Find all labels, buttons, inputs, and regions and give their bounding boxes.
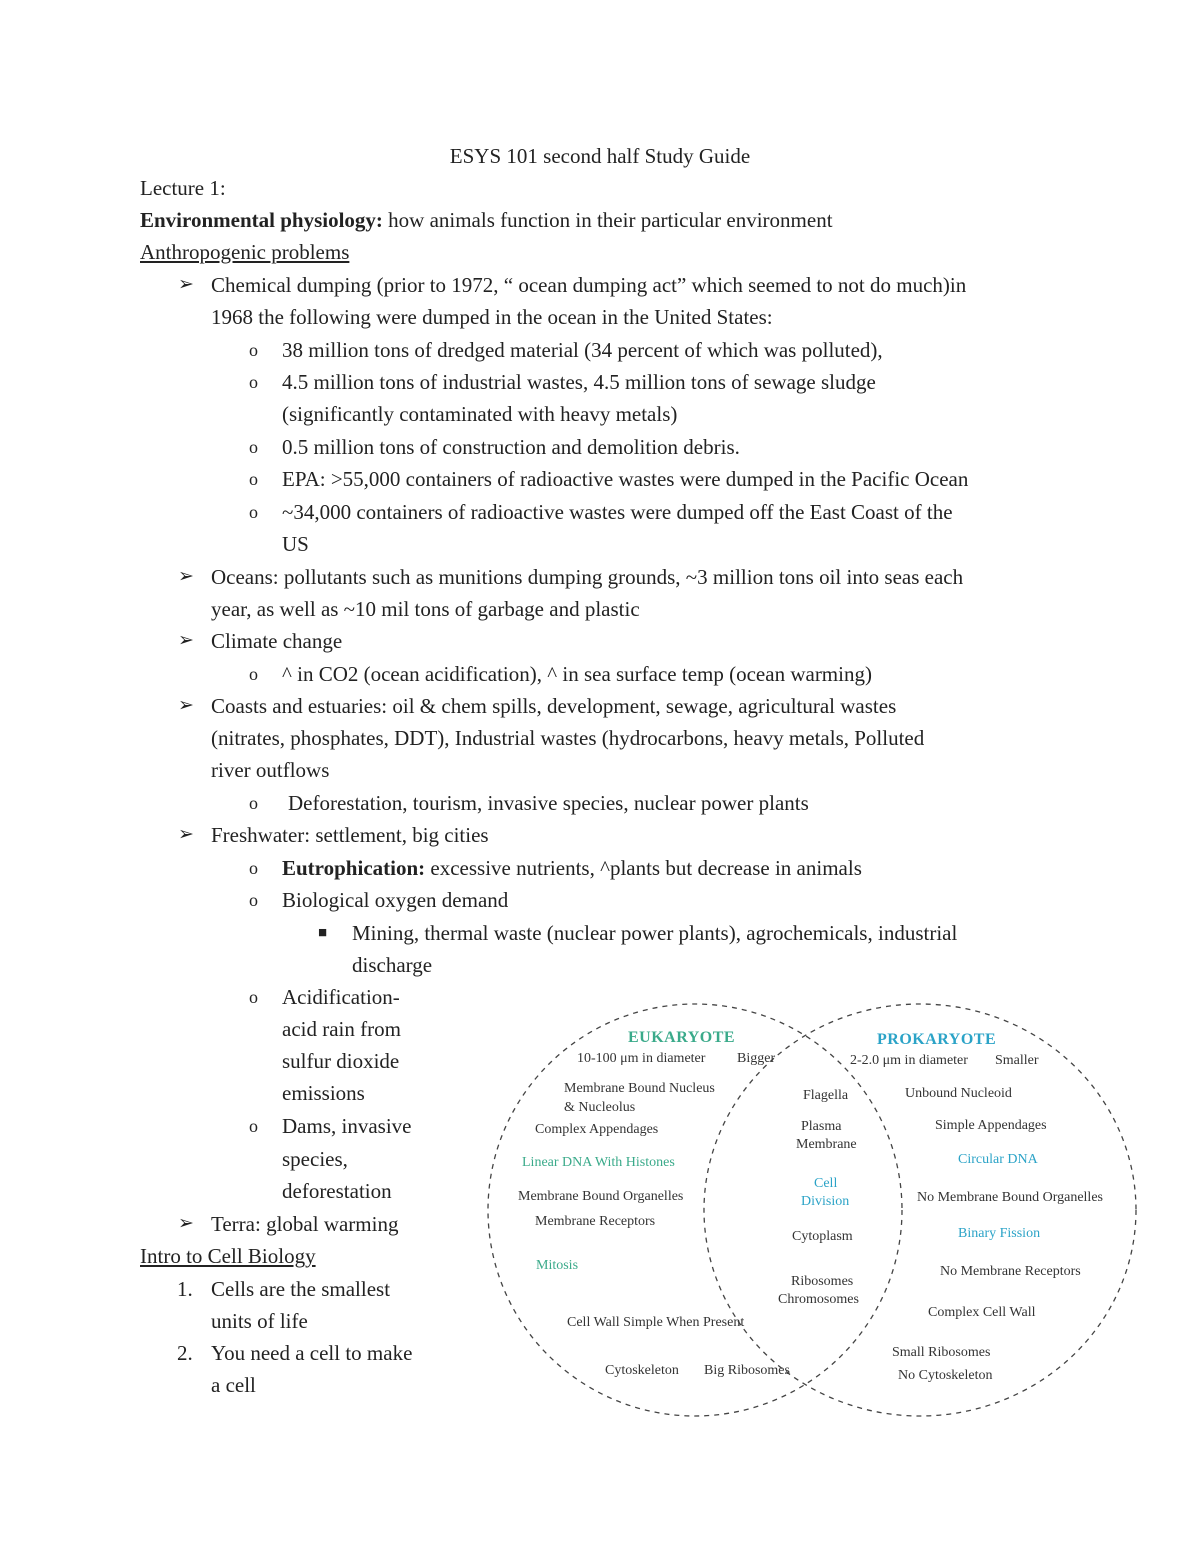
eutrophication-term: Eutrophication: <box>282 856 426 880</box>
lecture-label: Lecture 1: <box>140 176 226 200</box>
euk-dna: Linear DNA With Histones <box>522 1155 675 1170</box>
eutrophication-definition: excessive nutrients, ^plants but decrease in animals <box>425 856 862 880</box>
shared-division: Division <box>801 1194 850 1209</box>
dumping-item-industrial-line2: (significantly contaminated with heavy metals) <box>282 402 678 426</box>
list-number: 2. <box>177 1341 193 1365</box>
pro-organelles: No Membrane Bound Organelles <box>917 1190 1103 1205</box>
pro-receptors: No Membrane Receptors <box>940 1264 1081 1279</box>
cell-comparison-venn-diagram <box>480 995 1150 1425</box>
page-title: ESYS 101 second half Study Guide <box>449 144 751 168</box>
euk-mitosis: Mitosis <box>536 1258 579 1273</box>
shared-flagella: Flagella <box>803 1088 849 1103</box>
dumping-item-dredged: 38 million tons of dredged material (34 percent of which was polluted), <box>282 338 883 362</box>
euk-bigger: Bigger <box>737 1051 776 1066</box>
arrow-bullet-icon: ➢ <box>178 274 194 295</box>
biological-oxygen-demand: Biological oxygen demand <box>282 888 509 912</box>
euk-nucleolus: & Nucleolus <box>564 1100 636 1115</box>
list-number: 1. <box>177 1277 193 1301</box>
pro-cell-wall: Complex Cell Wall <box>928 1305 1036 1320</box>
dams-line1: Dams, invasive <box>282 1114 412 1138</box>
pro-dna: Circular DNA <box>958 1152 1038 1167</box>
coasts-detail: Deforestation, tourism, invasive species, nuclear power plants <box>288 791 809 815</box>
cell-fact-1-line2: units of life <box>211 1309 308 1333</box>
shared-plasma: Plasma <box>801 1119 842 1134</box>
oceans-line1: Oceans: pollutants such as munitions dumping grounds, ~3 million tons oil into seas each <box>211 565 964 589</box>
dumping-item-eastcoast-line1: ~34,000 containers of radioactive wastes were dumped off the East Coast of the <box>282 500 953 524</box>
pro-ribosomes: Small Ribosomes <box>892 1345 991 1360</box>
euk-cell-wall: Cell Wall Simple When Present <box>567 1315 745 1330</box>
arrow-bullet-icon: ➢ <box>178 824 194 845</box>
square-bullet-icon: ■ <box>318 925 328 941</box>
anthropogenic-heading: Anthropogenic problems <box>140 240 350 264</box>
climate-change-detail: ^ in CO2 (ocean acidification), ^ in sea surface temp (ocean warming) <box>282 662 872 686</box>
circle-bullet-icon: o <box>249 469 258 489</box>
shared-membrane: Membrane <box>796 1137 857 1152</box>
acidification-line4: emissions <box>282 1081 365 1105</box>
euk-organelles: Membrane Bound Organelles <box>518 1189 684 1204</box>
eukaryote-title: EUKARYOTE <box>628 1029 736 1046</box>
acidification-line1: Acidification- <box>282 985 400 1009</box>
circle-bullet-icon: o <box>249 340 258 360</box>
cell-biology-heading: Intro to Cell Biology <box>140 1244 316 1268</box>
dumping-item-eastcoast-line2: US <box>282 532 309 556</box>
dams-line3: deforestation <box>282 1179 392 1203</box>
acidification-line2: acid rain from <box>282 1017 401 1041</box>
cell-fact-1-line1: Cells are the smallest <box>211 1277 391 1301</box>
arrow-bullet-icon: ➢ <box>178 630 194 651</box>
climate-change: Climate change <box>211 629 343 653</box>
circle-bullet-icon: o <box>249 858 258 878</box>
dams-line2: species, <box>282 1147 348 1171</box>
dumping-item-construction: 0.5 million tons of construction and demolition debris. <box>282 435 740 459</box>
cell-fact-2-line1: You need a cell to make <box>211 1341 413 1365</box>
pro-fission: Binary Fission <box>958 1226 1041 1241</box>
env-phys-term: Environmental physiology: <box>140 208 383 232</box>
circle-bullet-icon: o <box>249 987 258 1007</box>
pro-cytoskeleton: No Cytoskeleton <box>898 1368 993 1383</box>
circle-bullet-icon: o <box>249 890 258 910</box>
arrow-bullet-icon: ➢ <box>178 695 194 716</box>
pro-appendages: Simple Appendages <box>935 1118 1047 1133</box>
shared-cytoplasm: Cytoplasm <box>792 1229 853 1244</box>
dumping-item-epa: EPA: >55,000 containers of radioactive wastes were dumped in the Pacific Ocean <box>282 467 969 491</box>
chemical-dumping-line2: 1968 the following were dumped in the ocean in the United States: <box>211 305 773 329</box>
oceans-line2: year, as well as ~10 mil tons of garbage and plastic <box>211 597 640 621</box>
circle-bullet-icon: o <box>249 502 258 522</box>
euk-receptors: Membrane Receptors <box>535 1214 656 1229</box>
shared-chromosomes: Chromosomes <box>778 1292 859 1307</box>
prokaryote-title: PROKARYOTE <box>877 1031 997 1048</box>
mining-line2: discharge <box>352 953 433 977</box>
chemical-dumping-line1: Chemical dumping (prior to 1972, “ ocean dumping act” which seemed to not do much)in <box>211 273 967 297</box>
acidification-line3: sulfur dioxide <box>282 1049 400 1073</box>
circle-bullet-icon: o <box>249 372 258 392</box>
coasts-line3: river outflows <box>211 758 330 782</box>
terra: Terra: global warming <box>211 1212 399 1236</box>
mining-line1: Mining, thermal waste (nuclear power plants), agrochemicals, industrial <box>352 921 958 945</box>
euk-appendages: Complex Appendages <box>535 1122 659 1137</box>
shared-cell: Cell <box>814 1176 838 1191</box>
circle-bullet-icon: o <box>249 437 258 457</box>
eutrophication-line <box>282 852 862 884</box>
euk-size: 10-100 μm in diameter <box>577 1051 706 1066</box>
env-phys-definition: how animals function in their particular environment <box>382 208 833 232</box>
euk-nucleus: Membrane Bound Nucleus <box>564 1081 715 1096</box>
pro-smaller: Smaller <box>995 1053 1039 1068</box>
circle-bullet-icon: o <box>249 1116 258 1136</box>
euk-cytoskeleton: Cytoskeleton <box>605 1363 679 1378</box>
arrow-bullet-icon: ➢ <box>178 566 194 587</box>
cell-fact-2-line2: a cell <box>211 1373 256 1397</box>
pro-nucleoid: Unbound Nucleoid <box>905 1086 1012 1101</box>
coasts-line1: Coasts and estuaries: oil & chem spills, development, sewage, agricultural wastes <box>211 694 897 718</box>
env-phys-line <box>140 204 833 236</box>
shared-ribosomes: Ribosomes <box>791 1274 854 1289</box>
euk-ribosomes: Big Ribosomes <box>704 1363 790 1378</box>
coasts-line2: (nitrates, phosphates, DDT), Industrial wastes (hydrocarbons, heavy metals, Polluted <box>211 726 925 750</box>
dumping-item-industrial-line1: 4.5 million tons of industrial wastes, 4.5 million tons of sewage sludge <box>282 370 876 394</box>
circle-bullet-icon: o <box>249 793 258 813</box>
circle-bullet-icon: o <box>249 664 258 684</box>
freshwater: Freshwater: settlement, big cities <box>211 823 489 847</box>
pro-size: 2-2.0 μm in diameter <box>850 1053 968 1068</box>
arrow-bullet-icon: ➢ <box>178 1213 194 1234</box>
